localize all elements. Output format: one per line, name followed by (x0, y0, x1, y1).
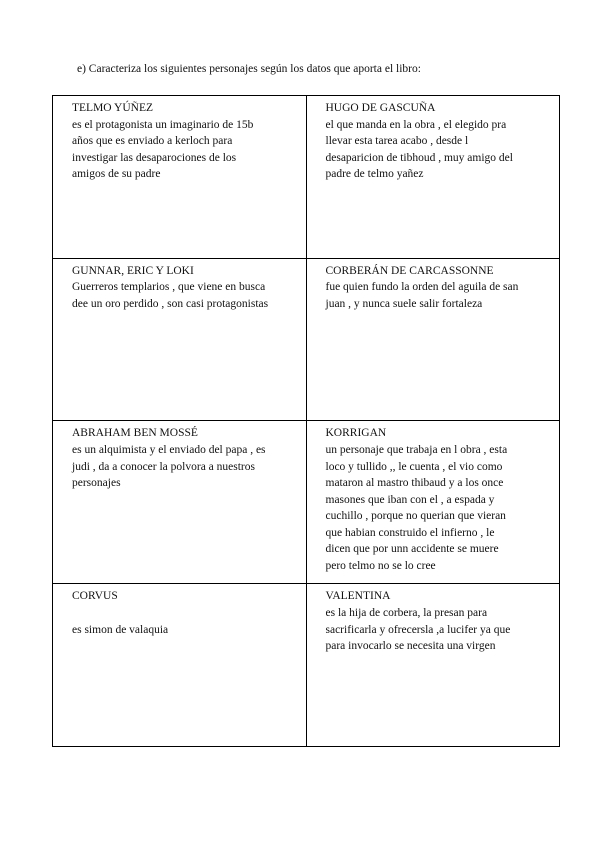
character-name: CORBERÁN DE CARCASSONNE (325, 264, 494, 277)
character-cell-corvus (53, 584, 307, 747)
character-description-line: cuchillo , porque no querian que vieran (325, 510, 506, 523)
table-row (53, 96, 560, 259)
character-name: TELMO YÚÑEZ (72, 102, 154, 114)
character-description-line: el que manda en la obra , el elegido pra (325, 118, 507, 131)
character-description-line: fue quien fundo la orden del aguila de san (325, 281, 519, 294)
character-name: GUNNAR, ERIC Y LOKI (72, 264, 194, 277)
character-description-line: judi , da a conocer la polvora a nuestros (72, 460, 255, 473)
character-cell-abraham (53, 421, 307, 584)
blank-line (72, 605, 298, 622)
table-row (53, 584, 560, 747)
character-description-line: es un alquimista y el enviado del papa , es (72, 443, 266, 456)
character-cell-hugo (306, 96, 560, 259)
character-cell-telmo (53, 96, 307, 259)
character-description-line: pero telmo no se lo cree (325, 560, 436, 573)
character-description-line: amigos de su padre (72, 168, 161, 181)
character-description-line: mataron al mastro thibaud y a los once (325, 477, 504, 490)
character-cell-korrigan (306, 421, 560, 584)
character-description-line: dee un oro perdido , son casi protagonistas (72, 297, 269, 310)
character-description-line: dicen que por unn accidente se muere (325, 543, 499, 556)
character-cell-valentina (306, 584, 560, 747)
table-row (53, 258, 560, 421)
character-description-line: es simon de valaquia (72, 623, 169, 636)
character-description-line: llevar esta tarea acabo , desde l (325, 135, 469, 148)
character-description-line: desaparicion de tibhoud , muy amigo del (325, 151, 513, 164)
character-description-line: padre de telmo yañez (325, 168, 424, 181)
character-name: HUGO DE GASCUÑA (325, 102, 436, 114)
characters-table (52, 95, 560, 747)
table-row (53, 421, 560, 584)
character-description-line: para invocarlo se necesita una virgen (325, 640, 496, 653)
character-name: CORVUS (72, 590, 118, 603)
character-cell-gunnar (53, 258, 307, 421)
character-description-line: un personaje que trabaja en l obra , esta (325, 443, 508, 456)
character-description-line: investigar las desaparociones de los (72, 151, 237, 164)
character-description-line: Guerreros templarios , que viene en busca (72, 281, 266, 294)
character-description-line: sacrificarla y ofrecersla ,a lucifer ya que (325, 623, 511, 636)
character-name: KORRIGAN (325, 427, 387, 440)
character-description-line: que habian construido el infierno , le (325, 526, 495, 539)
character-cell-corberan (306, 258, 560, 421)
character-description-line: masones que iban con el , a espada y (325, 493, 495, 506)
character-description-line: loco y tullido ,, le cuenta , el vio como (325, 460, 503, 473)
character-description-line: personajes (72, 477, 121, 490)
character-name: VALENTINA (325, 590, 391, 603)
character-description-line: años que es enviado a kerloch para (72, 135, 233, 148)
character-description-line: juan , y nunca suele salir fortaleza (325, 297, 483, 310)
instruction-text: e) Caracteriza los siguientes personajes según los datos que aporta el libro: (77, 63, 421, 75)
character-name: ABRAHAM BEN MOSSÉ (72, 427, 198, 440)
character-description-line: es el protagonista un imaginario de 15b (72, 118, 254, 131)
character-description-line: es la hija de corbera, la presan para (325, 606, 488, 619)
